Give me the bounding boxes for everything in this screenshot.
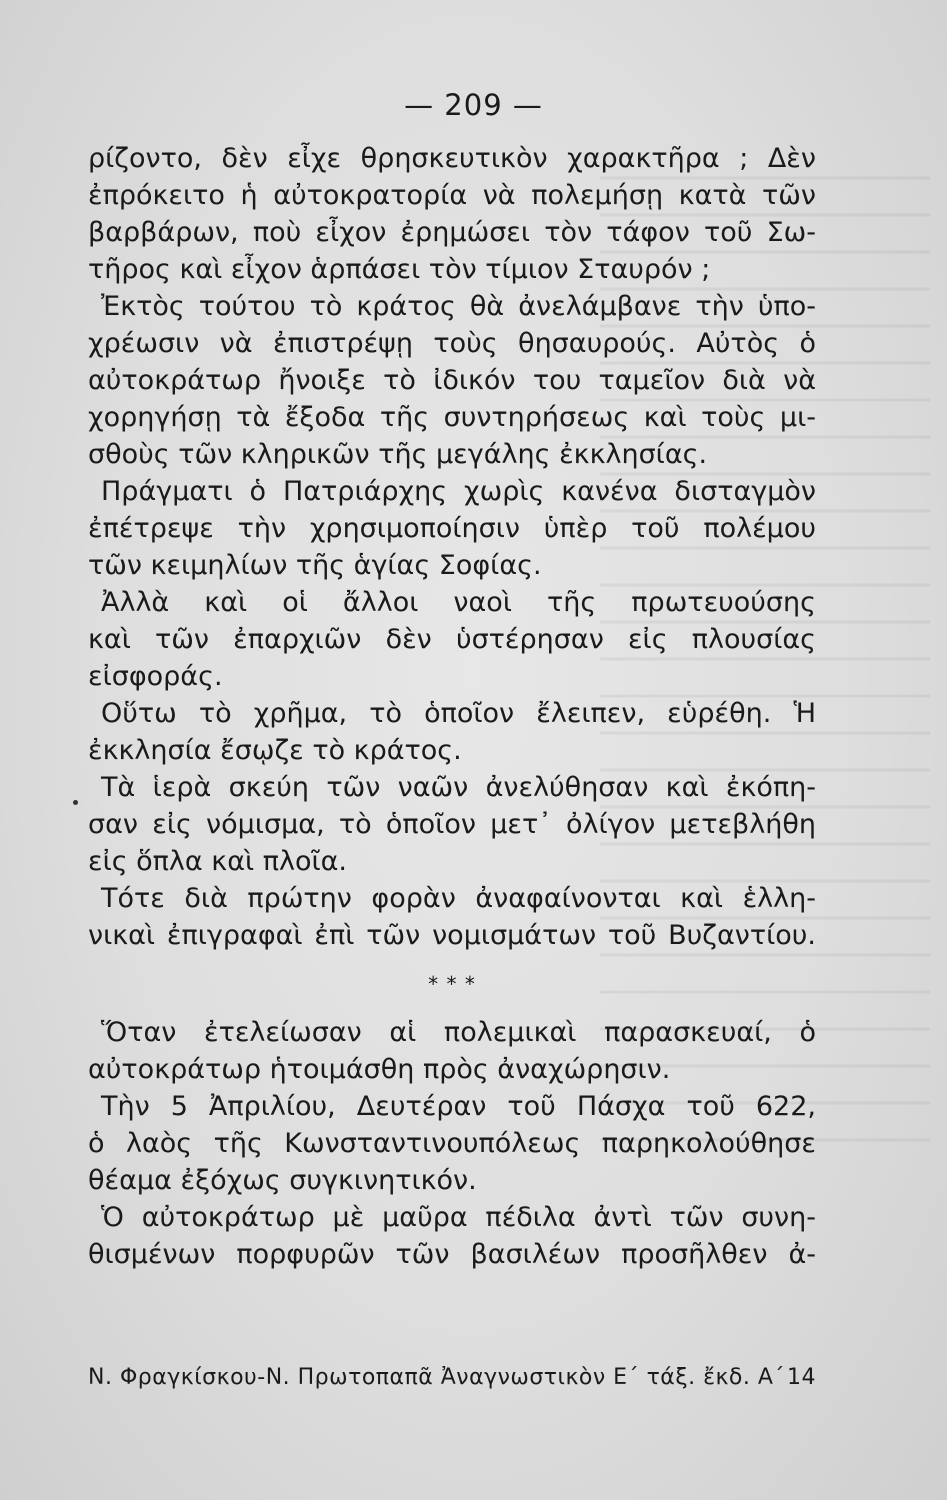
paragraph-3 xyxy=(88,584,816,695)
paragraph-9 xyxy=(88,1199,816,1273)
text-line: αὐτοκράτωρ ἤνοιξε τὸ ἰδικόν του ταμεῖον διὰ νὰ xyxy=(88,365,816,396)
text-line: χρέωσιν νὰ ἐπιστρέψῃ τοὺς θησαυρούς. Αὐτὸς ὁ xyxy=(88,328,816,359)
section-asterism: * * * xyxy=(428,972,476,996)
text-line: χορηγήσῃ τὰ ἔξοδα τῆς συντηρήσεως καὶ τοὺς μι- xyxy=(88,402,816,433)
text-line: ρίζοντο, δὲν εἶχε θρησκευτικὸν χαρακτῆρα ; Δὲν xyxy=(88,143,816,174)
text-line: Ὅταν ἐτελείωσαν αἱ πολεμικαὶ παρασκευαί, ὁ xyxy=(101,1017,816,1048)
paragraph-6 xyxy=(88,880,816,954)
paragraph-4 xyxy=(88,695,816,769)
text-line: σθοὺς τῶν κληρικῶν τῆς μεγάλης ἐκκλησίας. xyxy=(88,439,708,470)
text-line: ὁ λαὸς τῆς Κωνσταντινουπόλεως παρηκολούθησε xyxy=(88,1128,816,1159)
text-line: Τὰ ἱερὰ σκεύη τῶν ναῶν ἀνελύθησαν καὶ ἐκόπη- xyxy=(101,772,816,803)
text-line: εἰς ὅπλα καὶ πλοῖα. xyxy=(88,846,347,877)
text-line: Πράγματι ὁ Πατριάρχης χωρὶς κανένα δισταγμὸν xyxy=(101,476,816,507)
text-line: ἐκκλησία ἔσῳζε τὸ κράτος. xyxy=(88,735,462,766)
paragraph-1 xyxy=(88,140,816,473)
ink-speck xyxy=(73,800,78,805)
text-line: Ὁ αὐτοκράτωρ μὲ μαῦρα πέδιλα ἀντὶ τῶν συνη- xyxy=(101,1202,816,1233)
text-line: τῆρος καὶ εἶχον ἁρπάσει τὸν τίμιον Σταυρόν ; xyxy=(88,254,711,285)
text-line: εἰσφοράς. xyxy=(88,661,223,692)
text-line: καὶ τῶν ἐπαρχιῶν δὲν ὑστέρησαν εἰς πλουσίας xyxy=(88,624,816,655)
text-line: νικαὶ ἐπιγραφαὶ ἐπὶ τῶν νομισμάτων τοῦ Βυζαντίου. xyxy=(88,920,816,951)
text-line: Ἐκτὸς τούτου τὸ κράτος θὰ ἀνελάμβανε τὴν ὑπο- xyxy=(101,291,816,322)
text-line: αὐτοκράτωρ ἡτοιμάσθη πρὸς ἀναχώρησιν. xyxy=(88,1054,671,1085)
text-line: τῶν κειμηλίων τῆς ἁγίας Σοφίας. xyxy=(88,550,542,581)
text-line: Τότε διὰ πρώτην φορὰν ἀναφαίνονται καὶ ἑλλη- xyxy=(101,883,816,914)
text-line: Οὕτω τὸ χρῆμα, τὸ ὁποῖον ἔλειπεν, εὑρέθη. Ἡ xyxy=(101,698,816,729)
paragraph-8 xyxy=(88,1088,816,1199)
paragraph-7 xyxy=(88,1014,816,1088)
footer-citation: Ν. Φραγκίσκου-Ν. Πρωτοπαπᾶ Ἀναγνωστικὸν Ε΄ τάξ. ἔκδ. Α΄ xyxy=(88,1365,785,1390)
text-line: θέαμα ἐξόχως συγκινητικόν. xyxy=(88,1165,477,1196)
body-text xyxy=(88,140,816,1273)
text-line: ἐπρόκειτο ἡ αὐτοκρατορία νὰ πολεμήσῃ κατὰ τῶν xyxy=(88,180,816,211)
text-line: σαν εἰς νόμισμα, τὸ ὁποῖον μετ᾽ ὀλίγον μετεβλήθη xyxy=(88,809,816,840)
text-line: ἐπέτρεψε τὴν χρησιμοποίησιν ὑπὲρ τοῦ πολέμου xyxy=(88,513,816,544)
text-line: βαρβάρων, ποὺ εἶχον ἐρημώσει τὸν τάφον τοῦ Σω- xyxy=(88,217,816,248)
page-footer xyxy=(88,1365,816,1390)
paragraph-5 xyxy=(88,769,816,880)
paragraph-2 xyxy=(88,473,816,584)
text-line: Τὴν 5 Ἀπριλίου, Δευτέραν τοῦ Πάσχα τοῦ 622, xyxy=(101,1091,816,1122)
text-line: Ἀλλὰ καὶ οἱ ἄλλοι ναοὶ τῆς πρωτευούσης xyxy=(101,587,816,618)
text-line: θισμένων πορφυρῶν τῶν βασιλέων προσῆλθεν ἀ- xyxy=(88,1239,816,1270)
footer-signature: 14 xyxy=(787,1365,816,1390)
page-number: — 209 — xyxy=(404,88,543,122)
